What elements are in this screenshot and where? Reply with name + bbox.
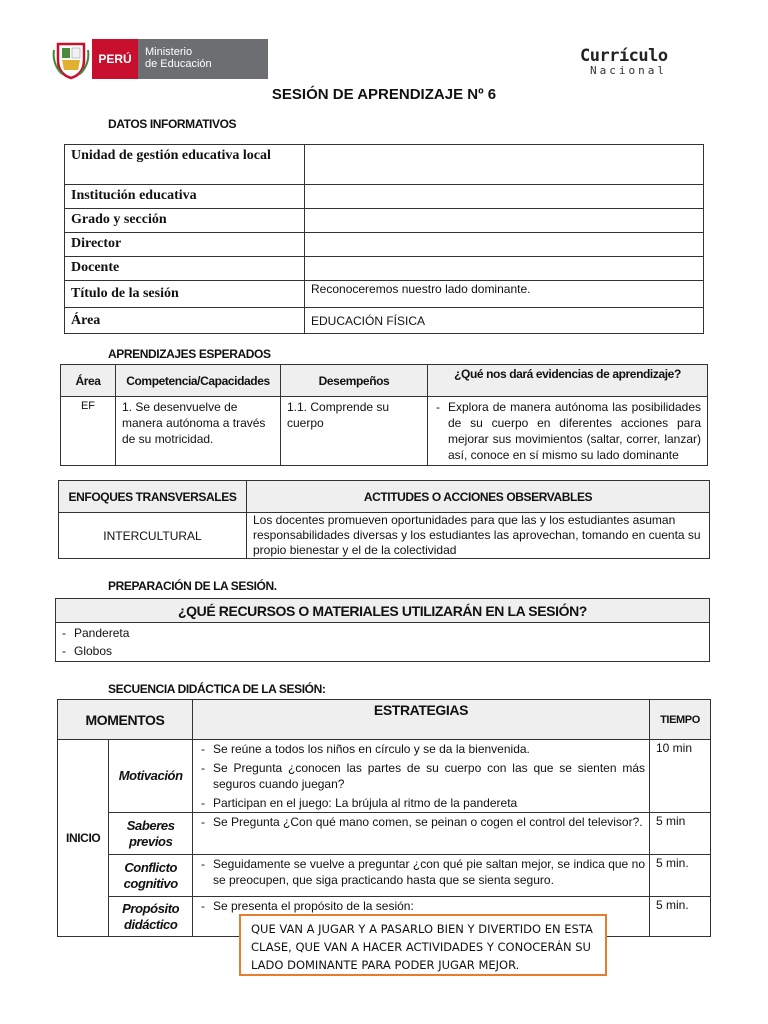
secuencia-table bbox=[57, 699, 711, 937]
phase-saberes: Saberes previos bbox=[109, 813, 193, 855]
strategy-item: - Se reúne a todos los niños en círculo y se da la bienvenida. bbox=[197, 741, 645, 757]
curriculo-line2: Nacional bbox=[590, 64, 667, 77]
phase-motivacion: Motivación bbox=[109, 740, 193, 813]
curriculo-line1: Currículo bbox=[580, 46, 668, 66]
evidencia-item: - Explora de manera autónoma las posibilidades de su cuerpo en diferentes acciones para mejorar sus movimientos (saltar, correr, lanzar) así, conoce en sí mismo su lado dominante bbox=[432, 399, 701, 463]
datos-value-area: EDUCACIÓN FÍSICA bbox=[305, 308, 704, 334]
proposito-callout bbox=[239, 914, 607, 976]
time-saberes: 5 min bbox=[650, 813, 711, 855]
phase-proposito: Propósito didáctico bbox=[109, 897, 193, 937]
curriculo-logo bbox=[580, 46, 700, 77]
aprendizajes-table bbox=[60, 364, 708, 466]
enfoque-value: INTERCULTURAL bbox=[59, 513, 247, 559]
datos-value-grado bbox=[305, 209, 704, 233]
preparacion-heading: PREPARACIÓN DE LA SESIÓN. bbox=[108, 579, 277, 593]
col-momentos: MOMENTOS bbox=[58, 700, 193, 740]
datos-heading: DATOS INFORMATIVOS bbox=[108, 117, 237, 131]
ministry-logo bbox=[138, 39, 268, 79]
recurso-item: - Globos bbox=[58, 642, 707, 660]
datos-value-institucion bbox=[305, 185, 704, 209]
datos-value-ugel bbox=[305, 145, 704, 185]
time-proposito: 5 min. bbox=[650, 897, 711, 937]
enfoques-table bbox=[58, 480, 710, 559]
competencia-value: 1. Se desenvuelve de manera autónoma a través de su motricidad. bbox=[116, 397, 281, 466]
datos-label-director: Director bbox=[65, 233, 305, 257]
datos-value-docente bbox=[305, 257, 704, 281]
secuencia-heading: SECUENCIA DIDÁCTICA DE LA SESIÓN: bbox=[108, 682, 326, 696]
phase-conflicto: Conflicto cognitivo bbox=[109, 855, 193, 897]
area-value: EF bbox=[61, 397, 116, 466]
strategy-item: - Participan en el juego: La brújula al ritmo de la pandereta bbox=[197, 795, 645, 811]
ministry-line2: de Educación bbox=[145, 58, 212, 70]
datos-value-titulo: Reconoceremos nuestro lado dominante. bbox=[305, 281, 704, 308]
recursos-question: ¿QUÉ RECURSOS O MATERIALES UTILIZARÁN EN LA SESIÓN? bbox=[56, 599, 710, 623]
motivacion-list bbox=[197, 741, 645, 811]
time-conflicto: 5 min. bbox=[650, 855, 711, 897]
desempeno-value: 1.1. Comprende su cuerpo bbox=[281, 397, 428, 466]
conflicto-list bbox=[197, 856, 645, 888]
col-area: Área bbox=[61, 365, 116, 397]
strategy-item: - Se presenta el propósito de la sesión: bbox=[197, 898, 645, 914]
saberes-list bbox=[197, 814, 645, 830]
datos-label-titulo: Título de la sesión bbox=[65, 281, 305, 308]
strategy-item: - Seguidamente se vuelve a preguntar ¿con qué pie saltan mejor, se indica que no se preocupen, que siga practicando hasta que se sienta seguro. bbox=[197, 856, 645, 888]
datos-label-ugel: Unidad de gestión educativa local bbox=[65, 145, 305, 185]
recursos-table bbox=[55, 598, 710, 662]
callout-text: QUE VAN A JUGAR Y A PASARLO BIEN Y DIVERTIDO EN ESTA CLASE, QUE VAN A HACER ACTIVIDADES Y CONOCERÁN SU LADO DOMINANTE PARA PODER JUGAR MEJOR. bbox=[251, 922, 593, 972]
datos-label-institucion: Institución educativa bbox=[65, 185, 305, 209]
col-enfoques: ENFOQUES TRANSVERSALES bbox=[59, 481, 247, 513]
ministry-line1: Ministerio bbox=[145, 46, 193, 58]
datos-label-docente: Docente bbox=[65, 257, 305, 281]
col-tiempo: TIEMPO bbox=[650, 700, 711, 740]
evidencia-list bbox=[432, 399, 701, 463]
peru-logo bbox=[92, 39, 138, 79]
strategy-item: - Se Pregunta ¿conocen las partes de su cuerpo con las que se sienten más seguros cuando juegan? bbox=[197, 760, 645, 792]
recursos-list bbox=[58, 624, 707, 660]
recurso-item: - Pandereta bbox=[58, 624, 707, 642]
col-actitudes: ACTITUDES O ACCIONES OBSERVABLES bbox=[247, 481, 710, 513]
page-title: SESIÓN DE APRENDIZAJE Nº 6 bbox=[271, 86, 497, 103]
time-motivacion: 10 min bbox=[650, 740, 711, 813]
datos-label-area: Área bbox=[65, 308, 305, 334]
peru-shield-icon bbox=[52, 40, 90, 80]
proposito-list bbox=[197, 898, 645, 914]
aprendizajes-heading: APRENDIZAJES ESPERADOS bbox=[108, 347, 271, 361]
col-estrategias: ESTRATEGIAS bbox=[193, 700, 650, 740]
col-evidencias: ¿Qué nos dará evidencias de aprendizaje? bbox=[428, 365, 708, 397]
peru-label: PERÚ bbox=[98, 52, 132, 66]
actitud-value: Los docentes promueven oportunidades para que las y los estudiantes asuman responsabilidades diversas y los estudiantes las aprovechan, tomando en cuenta su propio bienestar y el de la colectividad bbox=[247, 513, 710, 559]
datos-value-director bbox=[305, 233, 704, 257]
datos-label-grado: Grado y sección bbox=[65, 209, 305, 233]
strategy-item: - Se Pregunta ¿Con qué mano comen, se peinan o cogen el control del televisor?. bbox=[197, 814, 645, 830]
inicio-label: INICIO bbox=[58, 740, 109, 937]
col-competencia: Competencia/Capacidades bbox=[116, 365, 281, 397]
col-desempenos: Desempeños bbox=[281, 365, 428, 397]
datos-table bbox=[64, 144, 704, 334]
